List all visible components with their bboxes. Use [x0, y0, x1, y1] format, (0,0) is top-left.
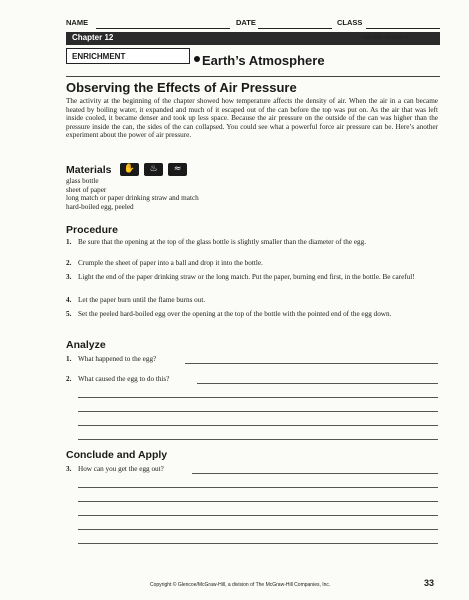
- flame-icon: ♨: [144, 163, 163, 176]
- step-number: 4.: [66, 296, 72, 304]
- answer-line[interactable]: [197, 383, 438, 384]
- safety-hand-icon: ✋: [120, 163, 139, 176]
- conclude-heading: Conclude and Apply: [66, 449, 168, 461]
- question-text: What happened to the egg?: [78, 355, 157, 363]
- question-number: 1.: [66, 355, 72, 363]
- topic-title: Earth’s Atmosphere: [202, 53, 325, 68]
- name-label: NAME: [66, 18, 89, 27]
- materials-list: [66, 177, 199, 211]
- step-text: Light the end of the paper drinking straw or the long match. Put the paper, burning end first, in the bottle. Be careful!: [78, 273, 415, 281]
- analyze-heading: Analyze: [66, 339, 106, 351]
- safety-icons: [120, 163, 187, 176]
- answer-line[interactable]: [78, 439, 438, 440]
- list-item: long match or paper drinking straw and match: [66, 194, 199, 202]
- class-label: CLASS: [337, 18, 363, 27]
- answer-line[interactable]: [78, 425, 438, 426]
- step-text: Set the peeled hard-boiled egg over the opening at the top of the bottle with the pointed end of the egg down.: [78, 310, 392, 318]
- question: [66, 465, 164, 473]
- step-number: 3.: [66, 273, 72, 281]
- procedure-heading: Procedure: [66, 224, 118, 236]
- question: [66, 375, 169, 383]
- procedure-step: [66, 259, 440, 268]
- list-item: sheet of paper: [66, 185, 107, 194]
- page-number: 33: [424, 578, 435, 588]
- question-number: 2.: [66, 375, 72, 383]
- date-field-line[interactable]: [258, 28, 332, 29]
- question-text: How can you get the egg out?: [78, 465, 164, 473]
- use-with-section: Use with Section 1: [362, 35, 408, 41]
- list-item: hard-boiled egg, peeled: [66, 202, 134, 211]
- bullet-icon: [194, 56, 200, 62]
- answer-line[interactable]: [192, 473, 438, 474]
- answer-line[interactable]: [78, 529, 438, 530]
- procedure-step: [66, 310, 440, 319]
- divider: [66, 76, 440, 77]
- enrichment-label: ENRICHMENT: [72, 52, 126, 61]
- materials-heading: Materials: [66, 164, 112, 176]
- class-field-line[interactable]: [366, 28, 440, 29]
- procedure-step: [66, 238, 440, 247]
- answer-line[interactable]: [78, 411, 438, 412]
- step-text: Let the paper burn until the flame burns out.: [78, 296, 206, 304]
- procedure-step: [66, 296, 440, 305]
- question: [66, 355, 156, 363]
- copyright-notice: Copyright © Glencoe/McGraw-Hill, a division of The McGraw-Hill Companies, Inc.: [150, 582, 331, 588]
- procedure-step: [66, 273, 440, 282]
- question-text: What caused the egg to do this?: [78, 375, 170, 383]
- date-label: DATE: [236, 18, 256, 27]
- step-text: Be sure that the opening at the top of the glass bottle is slightly smaller than the diameter of the egg.: [78, 238, 367, 246]
- answer-line[interactable]: [78, 501, 438, 502]
- answer-line[interactable]: [78, 515, 438, 516]
- answer-line[interactable]: [78, 543, 438, 544]
- name-field-line[interactable]: [96, 28, 230, 29]
- question-number: 3.: [66, 465, 72, 473]
- answer-line[interactable]: [78, 397, 438, 398]
- fire-safety-icon: ≈: [168, 163, 187, 176]
- step-number: 2.: [66, 259, 72, 267]
- answer-line[interactable]: [185, 363, 438, 364]
- step-number: 5.: [66, 310, 72, 318]
- chapter-title: Chapter 12: [72, 33, 114, 42]
- intro-paragraph: The activity at the beginning of the chapter showed how temperature affects the density of air. When the air in a can became heated by boiling water, it expanded and much of it escaped out of the can before the top was put on. As the air that was left inside cooled, it became denser and took up less space. Because the air pressure on the outside of the can was higher than the pressure inside the can, the sides of the can collapsed. You could see what a powerful force air pressure can be. Here’s another experiment about the power of air pressure.: [66, 97, 438, 140]
- list-item: glass bottle: [66, 177, 99, 185]
- answer-line[interactable]: [78, 487, 438, 488]
- step-text: Crumple the sheet of paper into a ball and drop it into the bottle.: [78, 259, 263, 267]
- step-number: 1.: [66, 238, 72, 246]
- page-title: Observing the Effects of Air Pressure: [66, 80, 297, 95]
